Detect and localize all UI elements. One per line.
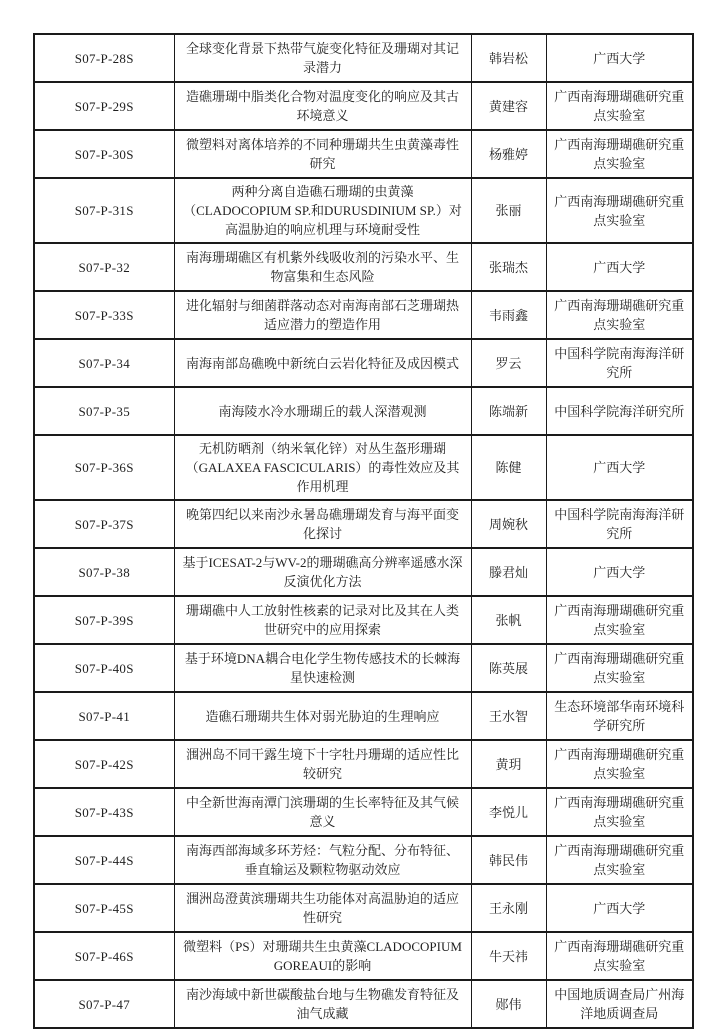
table-row — [34, 548, 693, 596]
affiliation: 中国科学院南海海洋研究所 — [546, 339, 693, 387]
affiliation: 广西南海珊瑚礁研究重点实验室 — [546, 644, 693, 692]
table-row — [34, 644, 693, 692]
poster-title: 基于ICESAT-2与WV-2的珊瑚礁高分辨率遥感水深反演优化方法 — [174, 548, 471, 596]
poster-title: 基于环境DNA耦合电化学生物传感技术的长棘海星快速检测 — [174, 644, 471, 692]
poster-title: 进化辐射与细菌群落动态对南海南部石芝珊瑚热适应潜力的塑造作用 — [174, 291, 471, 339]
presenter-name: 周婉秋 — [471, 500, 546, 548]
affiliation: 广西大学 — [546, 548, 693, 596]
affiliation: 广西南海珊瑚礁研究重点实验室 — [546, 596, 693, 644]
poster-title: 南海陵水冷水珊瑚丘的载人深潜观测 — [174, 387, 471, 435]
poster-code: S07-P-37S — [34, 500, 174, 548]
poster-code: S07-P-35 — [34, 387, 174, 435]
table-row — [34, 692, 693, 740]
presenter-name: 黄建容 — [471, 82, 546, 130]
poster-title: 全球变化背景下热带气旋变化特征及珊瑚对其记录潜力 — [174, 34, 471, 82]
poster-code: S07-P-30S — [34, 130, 174, 178]
presenter-name: 韩岩松 — [471, 34, 546, 82]
poster-title: 珊瑚礁中人工放射性核素的记录对比及其在人类世研究中的应用探索 — [174, 596, 471, 644]
table-row — [34, 339, 693, 387]
presenter-name: 黄玥 — [471, 740, 546, 788]
poster-title: 中全新世海南潭门滨珊瑚的生长率特征及其气候意义 — [174, 788, 471, 836]
affiliation: 广西南海珊瑚礁研究重点实验室 — [546, 178, 693, 243]
table-row — [34, 291, 693, 339]
affiliation: 广西大学 — [546, 884, 693, 932]
presenter-name: 牛天祎 — [471, 932, 546, 980]
poster-code: S07-P-28S — [34, 34, 174, 82]
poster-code: S07-P-36S — [34, 435, 174, 500]
poster-code: S07-P-46S — [34, 932, 174, 980]
poster-table-body — [34, 34, 693, 1028]
presenter-name: 陈英展 — [471, 644, 546, 692]
document-page — [33, 33, 692, 1029]
affiliation: 广西大学 — [546, 34, 693, 82]
poster-title: 南海南部岛礁晚中新统白云岩化特征及成因模式 — [174, 339, 471, 387]
poster-title: 南海西部海域多环芳烃：气粒分配、分布特征、垂直输运及颗粒物驱动效应 — [174, 836, 471, 884]
presenter-name: 陈健 — [471, 435, 546, 500]
table-row — [34, 884, 693, 932]
presenter-name: 韦雨鑫 — [471, 291, 546, 339]
table-row — [34, 130, 693, 178]
affiliation: 广西南海珊瑚礁研究重点实验室 — [546, 740, 693, 788]
presenter-name: 张瑞杰 — [471, 243, 546, 291]
affiliation: 广西南海珊瑚礁研究重点实验室 — [546, 82, 693, 130]
poster-title: 微塑料对离体培养的不同种珊瑚共生虫黄藻毒性研究 — [174, 130, 471, 178]
table-row — [34, 788, 693, 836]
affiliation: 广西大学 — [546, 243, 693, 291]
poster-code: S07-P-43S — [34, 788, 174, 836]
affiliation: 广西南海珊瑚礁研究重点实验室 — [546, 130, 693, 178]
poster-code: S07-P-38 — [34, 548, 174, 596]
presenter-name: 张丽 — [471, 178, 546, 243]
affiliation: 中国科学院海洋研究所 — [546, 387, 693, 435]
affiliation: 广西南海珊瑚礁研究重点实验室 — [546, 836, 693, 884]
presenter-name: 王永刚 — [471, 884, 546, 932]
poster-code: S07-P-34 — [34, 339, 174, 387]
poster-session-table — [33, 33, 694, 1029]
table-row — [34, 435, 693, 500]
affiliation: 中国地质调查局广州海洋地质调查局 — [546, 980, 693, 1028]
table-row — [34, 243, 693, 291]
affiliation: 广西南海珊瑚礁研究重点实验室 — [546, 291, 693, 339]
poster-code: S07-P-44S — [34, 836, 174, 884]
table-row — [34, 740, 693, 788]
presenter-name: 李悦儿 — [471, 788, 546, 836]
table-row — [34, 836, 693, 884]
table-row — [34, 500, 693, 548]
table-row — [34, 387, 693, 435]
presenter-name: 罗云 — [471, 339, 546, 387]
table-row — [34, 34, 693, 82]
table-row — [34, 932, 693, 980]
poster-title: 无机防晒剂（纳米氧化锌）对丛生盔形珊瑚（GALAXEA FASCICULARIS）的毒性效应及其作用机理 — [174, 435, 471, 500]
affiliation: 广西大学 — [546, 435, 693, 500]
presenter-name: 张帆 — [471, 596, 546, 644]
poster-title: 涠洲岛不同干露生境下十字牡丹珊瑚的适应性比较研究 — [174, 740, 471, 788]
poster-title: 两种分离自造礁石珊瑚的虫黄藻（CLADOCOPIUM SP.和DURUSDINIUM SP.）对高温胁迫的响应机理与环境耐受性 — [174, 178, 471, 243]
affiliation: 广西南海珊瑚礁研究重点实验室 — [546, 788, 693, 836]
poster-title: 涠洲岛澄黄滨珊瑚共生功能体对高温胁迫的适应性研究 — [174, 884, 471, 932]
affiliation: 生态环境部华南环境科学研究所 — [546, 692, 693, 740]
poster-title: 造礁珊瑚中脂类化合物对温度变化的响应及其古环境意义 — [174, 82, 471, 130]
poster-code: S07-P-33S — [34, 291, 174, 339]
poster-title: 造礁石珊瑚共生体对弱光胁迫的生理响应 — [174, 692, 471, 740]
poster-code: S07-P-41 — [34, 692, 174, 740]
presenter-name: 杨雅婷 — [471, 130, 546, 178]
poster-title: 南沙海域中新世碳酸盐台地与生物礁发育特征及油气成藏 — [174, 980, 471, 1028]
table-row — [34, 596, 693, 644]
presenter-name: 韩民伟 — [471, 836, 546, 884]
table-row — [34, 178, 693, 243]
presenter-name: 陈端新 — [471, 387, 546, 435]
poster-title: 晚第四纪以来南沙永暑岛礁珊瑚发育与海平面变化探讨 — [174, 500, 471, 548]
affiliation: 中国科学院南海海洋研究所 — [546, 500, 693, 548]
poster-code: S07-P-47 — [34, 980, 174, 1028]
table-row — [34, 82, 693, 130]
poster-code: S07-P-29S — [34, 82, 174, 130]
poster-code: S07-P-40S — [34, 644, 174, 692]
poster-code: S07-P-42S — [34, 740, 174, 788]
presenter-name: 滕君灿 — [471, 548, 546, 596]
poster-code: S07-P-32 — [34, 243, 174, 291]
poster-code: S07-P-31S — [34, 178, 174, 243]
presenter-name: 郧伟 — [471, 980, 546, 1028]
affiliation: 广西南海珊瑚礁研究重点实验室 — [546, 932, 693, 980]
poster-code: S07-P-45S — [34, 884, 174, 932]
poster-code: S07-P-39S — [34, 596, 174, 644]
poster-title: 微塑料（PS）对珊瑚共生虫黄藻CLADOCOPIUM GOREAUI的影响 — [174, 932, 471, 980]
table-row — [34, 980, 693, 1028]
poster-title: 南海珊瑚礁区有机紫外线吸收剂的污染水平、生物富集和生态风险 — [174, 243, 471, 291]
presenter-name: 王水智 — [471, 692, 546, 740]
